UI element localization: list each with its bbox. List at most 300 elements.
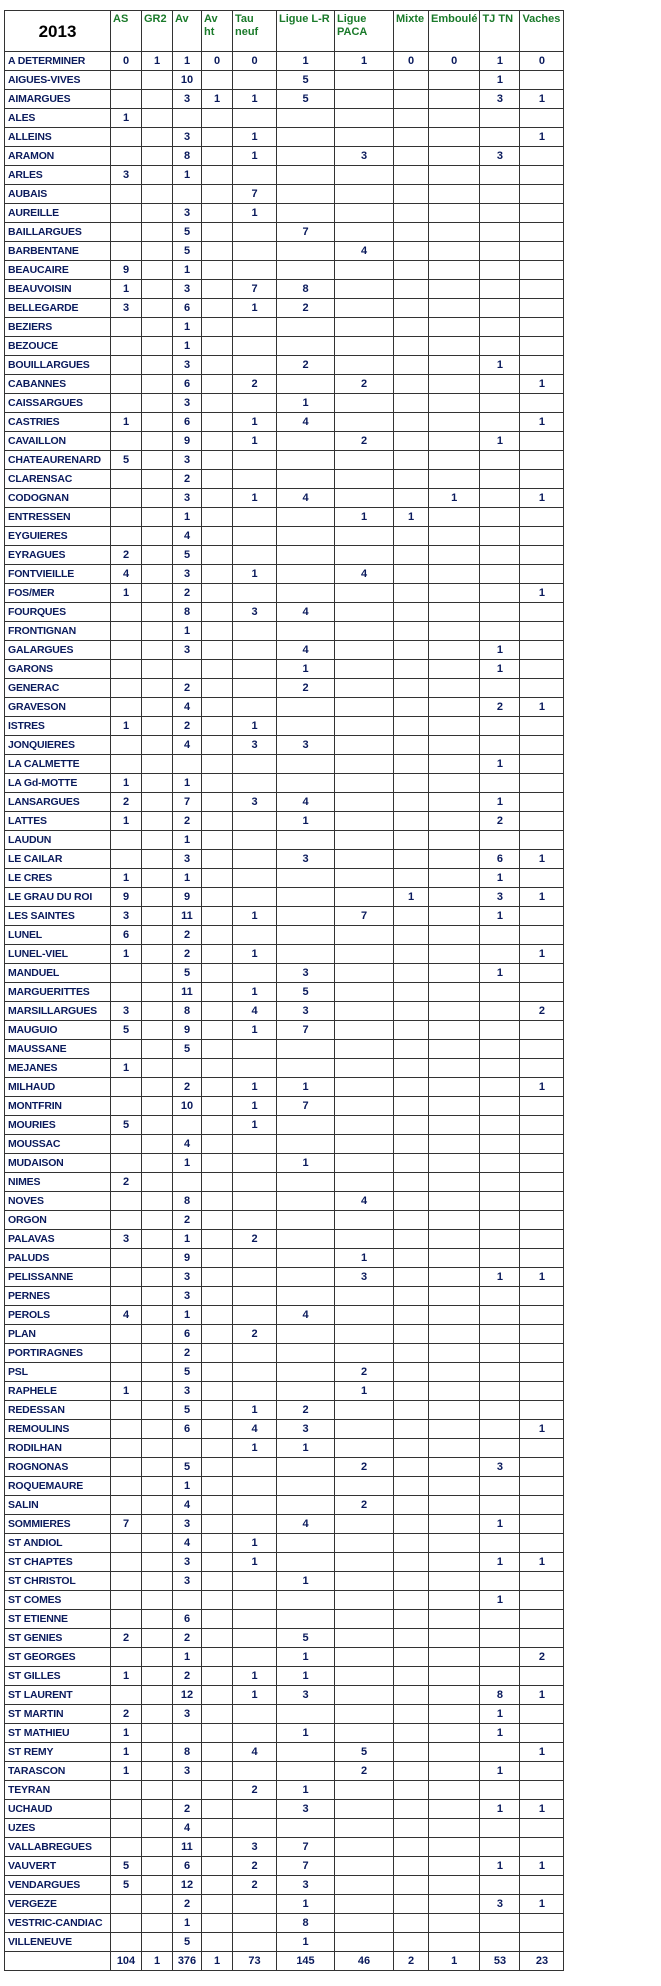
count-cell	[520, 1458, 564, 1477]
count-cell: 1	[111, 1667, 142, 1686]
count-cell	[429, 1325, 480, 1344]
town-name-cell: LE CAILAR	[5, 850, 111, 869]
count-cell	[429, 679, 480, 698]
count-cell	[233, 1515, 277, 1534]
count-cell	[202, 261, 233, 280]
count-cell	[202, 1743, 233, 1762]
table-row	[5, 1344, 564, 1363]
count-cell	[429, 1895, 480, 1914]
count-cell	[429, 546, 480, 565]
count-cell: 4	[335, 565, 394, 584]
count-cell: 7	[277, 1097, 335, 1116]
count-cell	[520, 1724, 564, 1743]
count-cell: 1	[520, 128, 564, 147]
table-row	[5, 280, 564, 299]
count-cell	[202, 1895, 233, 1914]
count-cell	[429, 470, 480, 489]
count-cell	[142, 736, 173, 755]
count-cell	[277, 470, 335, 489]
count-cell	[429, 926, 480, 945]
count-cell	[277, 1743, 335, 1762]
totals-cell: 1	[429, 1952, 480, 1971]
count-cell: 9	[111, 888, 142, 907]
town-name-cell: ST CHAPTES	[5, 1553, 111, 1572]
town-name-cell: BARBENTANE	[5, 242, 111, 261]
count-cell	[277, 1534, 335, 1553]
count-cell	[394, 1686, 429, 1705]
count-cell	[429, 888, 480, 907]
table-row	[5, 1268, 564, 1287]
count-cell	[335, 1515, 394, 1534]
count-cell	[111, 641, 142, 660]
count-cell	[142, 1781, 173, 1800]
town-name-cell: LES SAINTES	[5, 907, 111, 926]
count-cell: 5	[277, 71, 335, 90]
count-cell	[142, 1211, 173, 1230]
count-cell: 3	[277, 1420, 335, 1439]
town-name-cell: RODILHAN	[5, 1439, 111, 1458]
count-cell	[233, 451, 277, 470]
count-cell	[480, 299, 520, 318]
count-cell	[202, 394, 233, 413]
count-cell: 6	[173, 299, 202, 318]
count-cell	[335, 356, 394, 375]
count-cell	[111, 356, 142, 375]
count-cell	[394, 1344, 429, 1363]
count-cell: 1	[480, 755, 520, 774]
count-cell	[233, 1496, 277, 1515]
town-name-cell: TEYRAN	[5, 1781, 111, 1800]
count-cell	[520, 432, 564, 451]
count-cell	[429, 375, 480, 394]
count-cell	[202, 1306, 233, 1325]
count-cell: 2	[111, 546, 142, 565]
count-cell	[394, 1572, 429, 1591]
count-cell	[142, 299, 173, 318]
town-name-cell: PSL	[5, 1363, 111, 1382]
count-cell: 2	[173, 812, 202, 831]
count-cell: 1	[480, 1515, 520, 1534]
count-cell	[394, 850, 429, 869]
totals-cell: 104	[111, 1952, 142, 1971]
table-row	[5, 831, 564, 850]
count-cell: 3	[173, 1762, 202, 1781]
count-cell	[429, 641, 480, 660]
count-cell: 3	[111, 1002, 142, 1021]
count-cell	[111, 489, 142, 508]
table-row	[5, 1439, 564, 1458]
count-cell: 1	[173, 166, 202, 185]
count-cell	[142, 774, 173, 793]
count-cell	[142, 1458, 173, 1477]
count-cell	[394, 1287, 429, 1306]
count-cell	[202, 527, 233, 546]
count-cell	[520, 337, 564, 356]
count-cell	[394, 603, 429, 622]
table-row	[5, 1382, 564, 1401]
count-cell: 6	[480, 850, 520, 869]
count-cell	[142, 1648, 173, 1667]
count-cell	[202, 1211, 233, 1230]
count-cell	[173, 109, 202, 128]
count-cell	[429, 1211, 480, 1230]
table-row	[5, 470, 564, 489]
count-cell	[111, 1648, 142, 1667]
count-cell	[335, 641, 394, 660]
count-cell	[520, 242, 564, 261]
count-cell	[142, 698, 173, 717]
town-name-cell: VILLENEUVE	[5, 1933, 111, 1952]
table-row	[5, 1116, 564, 1135]
count-cell	[335, 71, 394, 90]
count-cell	[142, 1705, 173, 1724]
count-cell	[520, 1325, 564, 1344]
count-cell: 2	[480, 698, 520, 717]
count-cell	[202, 1344, 233, 1363]
town-name-cell: BEAUCAIRE	[5, 261, 111, 280]
count-cell	[277, 1230, 335, 1249]
count-cell: 1	[277, 1572, 335, 1591]
count-cell	[394, 1439, 429, 1458]
count-cell: 4	[233, 1002, 277, 1021]
column-header: Ligue PACA	[335, 11, 394, 52]
count-cell	[202, 774, 233, 793]
count-cell	[429, 1553, 480, 1572]
count-cell: 1	[277, 660, 335, 679]
count-cell	[394, 755, 429, 774]
count-cell	[520, 261, 564, 280]
count-cell	[394, 185, 429, 204]
count-cell: 1	[480, 1762, 520, 1781]
count-cell: 5	[111, 451, 142, 470]
count-cell	[429, 584, 480, 603]
count-cell: 1	[277, 1724, 335, 1743]
count-cell: 1	[277, 394, 335, 413]
count-cell	[233, 1173, 277, 1192]
count-cell	[520, 812, 564, 831]
count-cell: 3	[111, 1230, 142, 1249]
count-cell: 1	[111, 1382, 142, 1401]
table-row	[5, 1401, 564, 1420]
count-cell	[142, 147, 173, 166]
count-cell	[202, 1458, 233, 1477]
count-cell	[202, 1078, 233, 1097]
count-cell: 1	[480, 52, 520, 71]
count-cell	[142, 660, 173, 679]
count-cell	[233, 641, 277, 660]
table-row	[5, 1496, 564, 1515]
count-cell	[111, 831, 142, 850]
count-cell	[142, 1819, 173, 1838]
count-cell	[111, 1686, 142, 1705]
count-cell	[520, 1040, 564, 1059]
count-cell	[394, 1629, 429, 1648]
count-cell	[520, 1819, 564, 1838]
count-cell: 1	[520, 1078, 564, 1097]
count-cell: 4	[111, 565, 142, 584]
count-cell	[429, 1192, 480, 1211]
count-cell: 4	[277, 489, 335, 508]
count-cell	[202, 1040, 233, 1059]
table-row	[5, 926, 564, 945]
table-row	[5, 1325, 564, 1344]
count-cell	[277, 1287, 335, 1306]
town-name-cell: UZES	[5, 1819, 111, 1838]
count-cell	[394, 584, 429, 603]
table-row	[5, 1629, 564, 1648]
count-cell: 2	[277, 679, 335, 698]
count-cell: 1	[277, 1439, 335, 1458]
table-row	[5, 242, 564, 261]
count-cell: 1	[520, 1800, 564, 1819]
count-cell	[520, 451, 564, 470]
table-row	[5, 869, 564, 888]
count-cell: 1	[480, 1705, 520, 1724]
count-cell	[394, 1021, 429, 1040]
count-cell	[429, 1230, 480, 1249]
count-cell: 3	[173, 356, 202, 375]
count-cell	[394, 1838, 429, 1857]
table-row	[5, 1743, 564, 1762]
town-name-cell: REMOULINS	[5, 1420, 111, 1439]
table-row	[5, 356, 564, 375]
count-cell	[480, 1477, 520, 1496]
count-cell	[335, 850, 394, 869]
count-cell: 2	[277, 356, 335, 375]
count-cell: 3	[173, 204, 202, 223]
count-cell	[111, 337, 142, 356]
count-cell	[480, 204, 520, 223]
count-cell	[111, 527, 142, 546]
town-name-cell: VAUVERT	[5, 1857, 111, 1876]
count-cell: 1	[277, 52, 335, 71]
town-name-cell: CASTRIES	[5, 413, 111, 432]
count-cell	[394, 394, 429, 413]
count-cell	[142, 1116, 173, 1135]
count-cell	[429, 1021, 480, 1040]
table-row	[5, 660, 564, 679]
count-cell	[429, 1078, 480, 1097]
totals-cell: 53	[480, 1952, 520, 1971]
count-cell	[335, 109, 394, 128]
table-row	[5, 983, 564, 1002]
count-cell	[111, 1819, 142, 1838]
count-cell: 3	[277, 1800, 335, 1819]
count-cell	[202, 1439, 233, 1458]
count-cell	[202, 1192, 233, 1211]
count-cell	[335, 812, 394, 831]
count-cell	[335, 1401, 394, 1420]
count-cell	[111, 1933, 142, 1952]
count-cell: 9	[173, 432, 202, 451]
count-cell	[202, 1762, 233, 1781]
count-cell	[111, 755, 142, 774]
count-cell	[111, 1192, 142, 1211]
count-cell	[233, 888, 277, 907]
table-row	[5, 1534, 564, 1553]
count-cell: 4	[277, 793, 335, 812]
count-cell	[429, 1306, 480, 1325]
table-row	[5, 1249, 564, 1268]
town-name-cell: PERNES	[5, 1287, 111, 1306]
table-row	[5, 1724, 564, 1743]
count-cell	[520, 1933, 564, 1952]
town-name-cell: BEZIERS	[5, 318, 111, 337]
count-cell	[202, 1800, 233, 1819]
town-name-cell: PLAN	[5, 1325, 111, 1344]
count-cell	[111, 1838, 142, 1857]
town-name-cell: RAPHELE	[5, 1382, 111, 1401]
count-cell: 3	[480, 90, 520, 109]
count-cell	[277, 1458, 335, 1477]
count-cell	[335, 793, 394, 812]
header-row	[5, 11, 564, 52]
count-cell	[335, 166, 394, 185]
town-name-cell: LUNEL	[5, 926, 111, 945]
count-cell: 8	[173, 1002, 202, 1021]
count-cell	[429, 1610, 480, 1629]
count-cell: 2	[173, 1344, 202, 1363]
count-cell: 6	[173, 375, 202, 394]
table-row	[5, 641, 564, 660]
count-cell: 1	[111, 1762, 142, 1781]
town-name-cell: LATTES	[5, 812, 111, 831]
table-row	[5, 1781, 564, 1800]
count-cell: 1	[520, 375, 564, 394]
table-row	[5, 907, 564, 926]
count-cell	[480, 1838, 520, 1857]
count-cell	[202, 1914, 233, 1933]
count-cell	[111, 375, 142, 394]
count-cell	[394, 1230, 429, 1249]
town-name-cell: ORGON	[5, 1211, 111, 1230]
count-cell	[277, 1496, 335, 1515]
count-cell	[480, 1743, 520, 1762]
count-cell	[394, 299, 429, 318]
count-cell: 2	[173, 1667, 202, 1686]
count-cell: 4	[277, 413, 335, 432]
count-cell	[429, 1743, 480, 1762]
count-cell	[202, 698, 233, 717]
table-row	[5, 1686, 564, 1705]
count-cell: 4	[335, 1192, 394, 1211]
count-cell	[233, 1382, 277, 1401]
table-row	[5, 1914, 564, 1933]
count-cell	[202, 1002, 233, 1021]
count-cell	[142, 1876, 173, 1895]
count-cell	[480, 774, 520, 793]
count-cell: 1	[173, 261, 202, 280]
count-cell: 1	[277, 1933, 335, 1952]
count-cell	[277, 109, 335, 128]
count-cell	[335, 679, 394, 698]
count-cell	[335, 1344, 394, 1363]
table-row	[5, 1705, 564, 1724]
count-cell	[202, 375, 233, 394]
count-cell: 5	[173, 223, 202, 242]
spreadsheet	[4, 10, 564, 1971]
count-cell: 5	[111, 1116, 142, 1135]
count-cell: 2	[335, 1762, 394, 1781]
count-cell	[233, 1306, 277, 1325]
count-cell	[277, 432, 335, 451]
count-cell	[142, 1078, 173, 1097]
table-row	[5, 812, 564, 831]
count-cell	[429, 1667, 480, 1686]
count-cell	[111, 128, 142, 147]
count-cell: 4	[173, 1819, 202, 1838]
count-cell	[394, 375, 429, 394]
count-cell	[233, 1610, 277, 1629]
count-cell	[142, 223, 173, 242]
count-cell	[233, 356, 277, 375]
count-cell	[173, 1724, 202, 1743]
count-cell	[233, 1211, 277, 1230]
count-cell	[202, 1591, 233, 1610]
count-cell	[142, 1382, 173, 1401]
table-row	[5, 1610, 564, 1629]
count-cell	[335, 489, 394, 508]
count-cell: 2	[173, 1800, 202, 1819]
count-cell: 3	[480, 1895, 520, 1914]
count-cell: 1	[480, 869, 520, 888]
count-cell	[520, 109, 564, 128]
count-cell: 1	[480, 1857, 520, 1876]
count-cell	[394, 71, 429, 90]
count-cell	[429, 1534, 480, 1553]
count-cell	[429, 698, 480, 717]
count-cell	[335, 318, 394, 337]
count-cell	[520, 1211, 564, 1230]
count-cell	[233, 660, 277, 679]
count-cell: 3	[277, 850, 335, 869]
count-cell	[429, 1458, 480, 1477]
count-cell: 3	[277, 1876, 335, 1895]
count-cell: 2	[335, 375, 394, 394]
count-cell	[233, 1458, 277, 1477]
count-cell: 0	[233, 52, 277, 71]
count-cell	[429, 451, 480, 470]
count-cell	[111, 1439, 142, 1458]
count-cell: 8	[173, 1743, 202, 1762]
count-cell	[520, 717, 564, 736]
totals-cell: 1	[142, 1952, 173, 1971]
table-row	[5, 1230, 564, 1249]
count-cell: 4	[173, 527, 202, 546]
count-cell: 6	[173, 1610, 202, 1629]
column-header: Av ht	[202, 11, 233, 52]
count-cell	[429, 223, 480, 242]
count-cell	[142, 888, 173, 907]
column-header: Emboulé	[429, 11, 480, 52]
count-cell	[277, 774, 335, 793]
table-row	[5, 755, 564, 774]
count-cell	[233, 1762, 277, 1781]
count-cell	[394, 1477, 429, 1496]
count-cell	[202, 413, 233, 432]
town-name-cell: MARGUERITTES	[5, 983, 111, 1002]
count-cell	[277, 527, 335, 546]
count-cell	[233, 1154, 277, 1173]
count-cell	[480, 109, 520, 128]
count-cell	[429, 1040, 480, 1059]
column-header: Av	[173, 11, 202, 52]
count-cell	[394, 1800, 429, 1819]
count-cell	[233, 337, 277, 356]
count-cell	[142, 1933, 173, 1952]
count-cell	[480, 1249, 520, 1268]
count-cell	[394, 128, 429, 147]
